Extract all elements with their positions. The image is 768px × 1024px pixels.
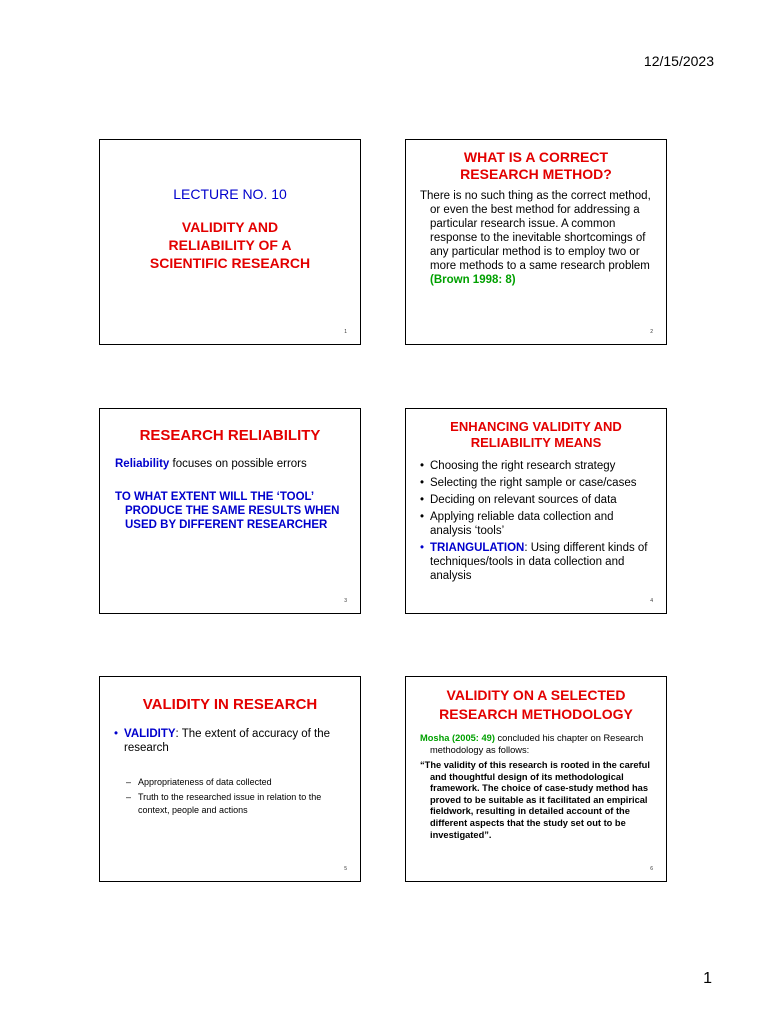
slide-body bbox=[420, 189, 654, 287]
slide-title-line: VALIDITY ON A SELECTED bbox=[446, 687, 626, 703]
slide-5 bbox=[99, 676, 361, 882]
list-item: • Applying reliable data collection and analysis ‘tools’ bbox=[418, 510, 654, 538]
list-item: • Selecting the right sample or case/cases bbox=[418, 476, 654, 490]
slide-title bbox=[406, 149, 666, 183]
lecture-title-line: RELIABILITY OF A bbox=[168, 237, 292, 253]
slide-title: RESEARCH RELIABILITY bbox=[139, 427, 321, 444]
slide-title: VALIDITY IN RESEARCH bbox=[142, 696, 318, 713]
slide-number: 5 bbox=[344, 866, 347, 872]
slide-1 bbox=[99, 139, 361, 345]
print-date: 12/15/2023 bbox=[643, 53, 714, 69]
slide-4 bbox=[405, 408, 667, 614]
list-item bbox=[418, 541, 654, 583]
list-item bbox=[112, 727, 348, 755]
slide-title-line: RELIABILITY MEANS bbox=[470, 435, 602, 450]
slide-title-line: WHAT IS A CORRECT bbox=[463, 149, 609, 165]
body-text: : Using different kinds of techniques/tools in data collection and analysis bbox=[430, 542, 648, 582]
list-item: – Appropriateness of data collected bbox=[126, 776, 348, 789]
list-item: • Deciding on relevant sources of data bbox=[418, 493, 654, 507]
slide-number: 3 bbox=[344, 598, 347, 604]
slide-body bbox=[420, 732, 656, 756]
bullet-list bbox=[112, 727, 348, 755]
page-number: 1 bbox=[703, 970, 712, 987]
lecture-title-line: SCIENTIFIC RESEARCH bbox=[149, 255, 311, 271]
slide-title-line: RESEARCH METHOD? bbox=[460, 166, 612, 182]
slide-number: 1 bbox=[344, 329, 347, 335]
body-text: : The extent of accuracy of the research bbox=[124, 728, 331, 754]
lecture-number: LECTURE NO. 10 bbox=[173, 186, 287, 202]
quote: “The validity of this research is rooted in the careful and thoughtful design of its methodological framework. The choice of case-study method has proved to be suitable as it facilitated an empirical fieldwork, resulting in detailed account of the different aspects that the study set out to be investigated”. bbox=[420, 760, 650, 840]
slide-number: 4 bbox=[650, 598, 653, 604]
lecture-title-line: VALIDITY AND bbox=[181, 219, 279, 235]
slide-number: 2 bbox=[650, 329, 653, 335]
sub-list bbox=[126, 776, 348, 817]
slide-title-line: RESEARCH METHODOLOGY bbox=[439, 706, 633, 722]
slide-2 bbox=[405, 139, 667, 345]
term: VALIDITY bbox=[124, 728, 176, 740]
body-text: There is no such thing as the correct method, or even the best method for addressing a particular research issue. A common response to the inevitable shortcomings of any particular method is to employ two or more methods to a same research problem bbox=[420, 190, 651, 272]
term: TRIANGULATION bbox=[430, 542, 525, 554]
lecture-title bbox=[100, 218, 360, 272]
body-text: focuses on possible errors bbox=[169, 458, 307, 470]
bullet-list bbox=[418, 459, 654, 583]
term: Reliability bbox=[115, 458, 170, 470]
slide-6 bbox=[405, 676, 667, 882]
slide-title bbox=[406, 419, 666, 451]
list-item: • Choosing the right research strategy bbox=[418, 459, 654, 473]
research-question: TO WHAT EXTENT WILL THE ‘TOOL’ PRODUCE THE SAME RESULTS WHEN USED BY DIFFERENT RESEARCHER bbox=[115, 491, 340, 531]
list-item: – Truth to the researched issue in relation to the context, people and actions bbox=[126, 791, 348, 817]
body-text: concluded his chapter on Research methodology as follows: bbox=[430, 733, 644, 755]
slide-number: 6 bbox=[650, 866, 653, 872]
slide-title-line: ENHANCING VALIDITY AND bbox=[450, 419, 622, 434]
author-citation: Mosha (2005: 49) bbox=[420, 733, 495, 743]
citation: (Brown 1998: 8) bbox=[430, 274, 516, 286]
slide-title bbox=[406, 686, 666, 724]
slide-body bbox=[115, 458, 350, 470]
slide-3 bbox=[99, 408, 361, 614]
